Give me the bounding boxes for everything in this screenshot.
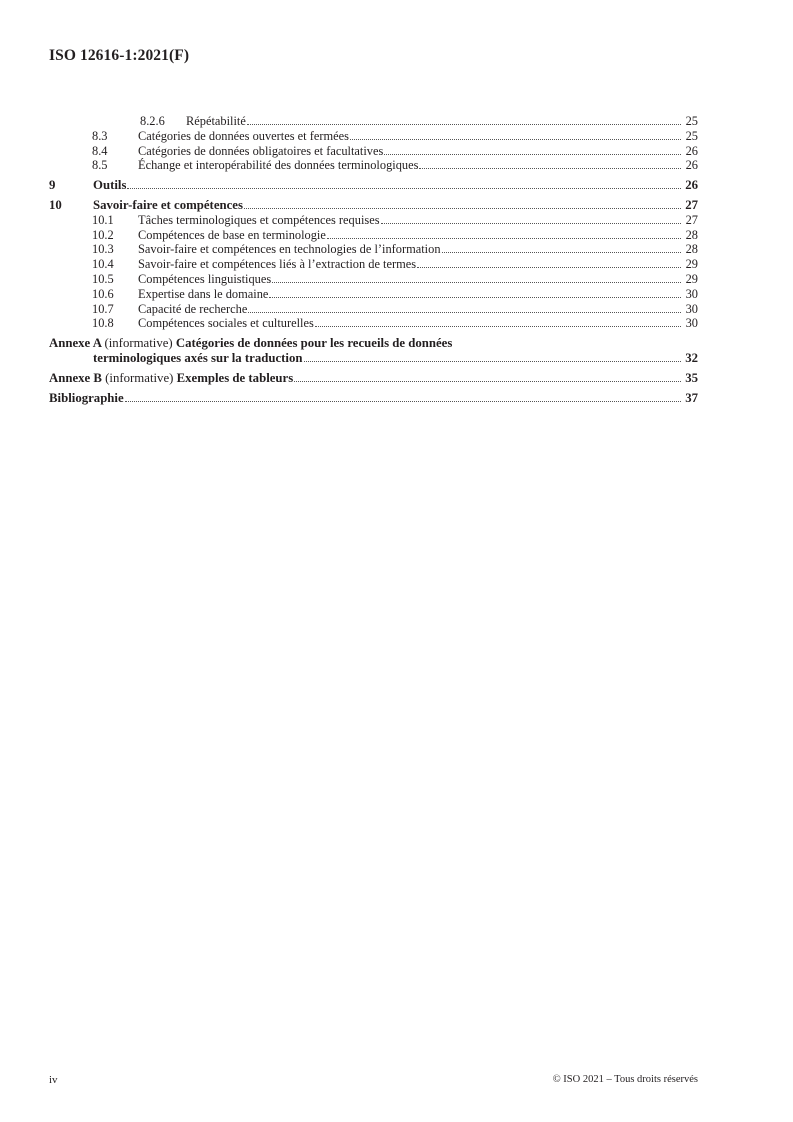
toc-number: 10.5 xyxy=(92,271,114,286)
toc-leader xyxy=(350,139,681,140)
toc-title: Outils xyxy=(93,178,127,193)
toc-number: 10.3 xyxy=(92,242,114,257)
toc-number: 8.2.6 xyxy=(140,114,165,128)
toc-leader xyxy=(272,282,681,283)
toc-page: 30 xyxy=(685,301,698,316)
toc-entry-annex-a[interactable] xyxy=(49,336,698,366)
annex-a-type: (informative) xyxy=(104,336,173,351)
toc-page: 37 xyxy=(685,390,698,405)
toc-leader xyxy=(419,168,681,169)
toc-number: 10.4 xyxy=(92,257,114,272)
toc-leader xyxy=(269,297,681,298)
table-of-contents xyxy=(49,114,698,405)
toc-leader xyxy=(442,252,681,253)
toc-leader xyxy=(248,312,681,313)
toc-page: 28 xyxy=(685,242,698,257)
toc-title: Savoir-faire et compétences xyxy=(93,197,243,212)
toc-page: 32 xyxy=(685,350,698,365)
toc-title: Catégories de données ouvertes et fermées xyxy=(138,128,349,143)
annex-b-heading xyxy=(49,371,293,386)
toc-number: 8.5 xyxy=(92,158,108,173)
toc-leader xyxy=(384,154,681,155)
toc-number: 10 xyxy=(49,197,62,212)
toc-title: Tâches terminologiques et compétences requises xyxy=(138,212,380,227)
toc-page: 26 xyxy=(685,178,698,193)
toc-entry-10-6[interactable] xyxy=(49,287,698,302)
toc-entry-10-7[interactable] xyxy=(49,302,698,317)
toc-title: Expertise dans le domaine xyxy=(138,286,269,301)
toc-title: Savoir-faire et compétences liés à l’extraction de termes xyxy=(138,257,417,272)
toc-leader xyxy=(125,401,681,402)
toc-page: 27 xyxy=(685,197,698,212)
toc-title: Catégories de données obligatoires et facultatives xyxy=(138,143,384,158)
toc-leader xyxy=(127,188,681,189)
annex-a-label: Annexe A xyxy=(49,336,102,351)
toc-entry-annex-b[interactable] xyxy=(49,371,698,386)
annex-b-label: Annexe B xyxy=(49,370,102,385)
toc-title: Compétences sociales et culturelles xyxy=(138,316,314,331)
toc-leader xyxy=(381,223,681,224)
page-number: iv xyxy=(49,1074,58,1086)
toc-number: 10.1 xyxy=(92,212,114,227)
annex-a-heading xyxy=(49,336,698,351)
toc-page: 29 xyxy=(685,257,698,272)
toc-entry-10[interactable] xyxy=(49,198,698,213)
toc-number: 10.8 xyxy=(92,316,114,331)
toc-title: Répétabilité xyxy=(186,114,246,128)
toc-leader xyxy=(304,361,682,362)
annex-a-title-line1: Catégories de données pour les recueils de données xyxy=(175,336,453,351)
annex-a-title-line2: terminologiques axés sur la traduction xyxy=(93,350,303,365)
toc-entry-8-2-6[interactable] xyxy=(49,114,698,129)
toc-number: 10.7 xyxy=(92,301,114,316)
toc-title: Échange et interopérabilité des données terminologiques xyxy=(138,158,419,173)
toc-leader xyxy=(244,208,681,209)
toc-number: 8.3 xyxy=(92,128,108,143)
toc-page: 27 xyxy=(685,212,698,227)
toc-title: Compétences de base en terminologie xyxy=(138,227,326,242)
toc-title: Savoir-faire et compétences en technologies de l’information xyxy=(138,242,441,257)
toc-entry-8-5[interactable] xyxy=(49,158,698,173)
toc-title: Capacité de recherche xyxy=(138,301,248,316)
annex-b-title: Exemples de tableurs xyxy=(176,370,294,385)
annex-a-continuation xyxy=(49,351,698,366)
toc-entry-8-4[interactable] xyxy=(49,144,698,159)
toc-entry-10-8[interactable] xyxy=(49,316,698,331)
toc-page: 26 xyxy=(685,143,698,158)
toc-leader xyxy=(315,326,681,327)
toc-page: 35 xyxy=(685,370,698,385)
toc-page: 30 xyxy=(685,316,698,331)
document-id-header: ISO 12616-1:2021(F) xyxy=(49,47,190,64)
toc-leader xyxy=(294,381,681,382)
toc-entry-9[interactable] xyxy=(49,178,698,193)
toc-entry-10-5[interactable] xyxy=(49,272,698,287)
toc-leader xyxy=(327,238,681,239)
toc-page: 29 xyxy=(685,271,698,286)
toc-page: 30 xyxy=(685,286,698,301)
toc-title: Compétences linguistiques xyxy=(138,271,272,286)
toc-title: Bibliographie xyxy=(49,390,124,405)
copyright-notice: © ISO 2021 – Tous droits réservés xyxy=(552,1074,698,1085)
toc-leader xyxy=(417,267,681,268)
toc-entry-10-4[interactable] xyxy=(49,257,698,272)
toc-entry-8-3[interactable] xyxy=(49,129,698,144)
toc-entry-10-3[interactable] xyxy=(49,242,698,257)
toc-entry-10-2[interactable] xyxy=(49,228,698,243)
toc-number: 8.4 xyxy=(92,143,108,158)
toc-entry-bibliographie[interactable] xyxy=(49,391,698,406)
toc-entry-10-1[interactable] xyxy=(49,213,698,228)
toc-number: 9 xyxy=(49,178,56,193)
toc-page: 25 xyxy=(685,114,698,128)
annex-b-type: (informative) xyxy=(105,370,174,385)
toc-leader xyxy=(247,124,681,125)
toc-page: 25 xyxy=(685,128,698,143)
toc-number: 10.6 xyxy=(92,286,114,301)
toc-page: 28 xyxy=(685,227,698,242)
toc-number: 10.2 xyxy=(92,227,114,242)
toc-page: 26 xyxy=(685,158,698,173)
